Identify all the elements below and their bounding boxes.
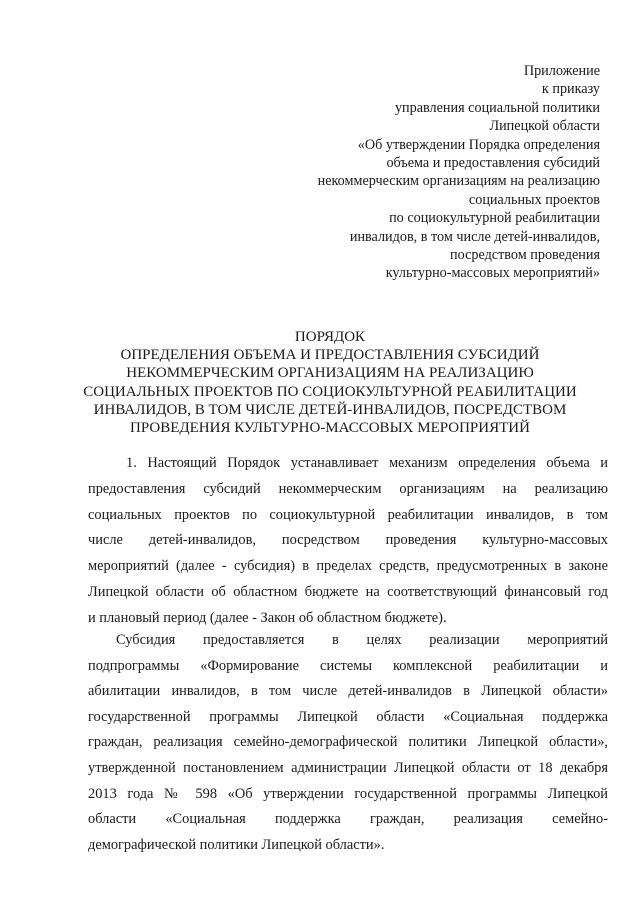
- paragraph-line: подпрограммы «Формирование системы комплексной реабилитации и: [88, 657, 608, 674]
- appendix-line: по социокультурной реабилитации: [389, 210, 600, 227]
- paragraph-line: 1. Настоящий Порядок устанавливает механизм определения объема и: [126, 455, 608, 471]
- appendix-header: [300, 62, 600, 283]
- appendix-line: Приложение: [523, 63, 600, 79]
- appendix-line: инвалидов, в том числе детей-инвалидов,: [349, 228, 600, 245]
- title-line: ОПРЕДЕЛЕНИЯ ОБЪЕМА И ПРЕДОСТАВЛЕНИЯ СУБСИДИЙ: [120, 347, 540, 364]
- appendix-line: социальных проектов: [468, 191, 600, 208]
- appendix-line: к приказу: [541, 81, 600, 98]
- appendix-line: культурно-массовых мероприятий»: [385, 265, 600, 282]
- paragraph-line: 2013 года № 598 «Об утверждении государственной программы Липецкой: [88, 785, 608, 802]
- appendix-line: «Об утверждении Порядка определения: [357, 136, 600, 153]
- appendix-line: управления социальной политики: [394, 99, 600, 116]
- paragraph-line: демографической политики Липецкой области».: [88, 836, 385, 853]
- appendix-line: некоммерческим организациям на реализацию: [317, 173, 600, 190]
- appendix-line: посредством проведения: [450, 247, 600, 264]
- appendix-line: объема и предоставления субсидий: [386, 155, 600, 172]
- title-line: ПРОВЕДЕНИЯ КУЛЬТУРНО-МАССОВЫХ МЕРОПРИЯТИЙ: [130, 420, 530, 437]
- paragraph-line: и плановый период (далее - Закон об областном бюджете).: [88, 609, 447, 626]
- paragraph-line: предоставления субсидий некоммерческим организациям на реализацию: [88, 480, 608, 497]
- title-line: НЕКОММЕРЧЕСКИМ ОРГАНИЗАЦИЯМ НА РЕАЛИЗАЦИЮ: [126, 365, 534, 382]
- paragraph-line: Липецкой области об областном бюджете на соответствующий финансовый год: [88, 583, 608, 600]
- paragraph-1: [88, 451, 608, 632]
- paragraph-2: [88, 628, 608, 858]
- paragraph-line: социальных проектов по социокультурной реабилитации инвалидов, в том: [88, 506, 608, 523]
- paragraph-line: граждан, реализация семейно-демографической политики Липецкой области»,: [88, 734, 608, 751]
- appendix-line: Липецкой области: [489, 118, 600, 135]
- paragraph-line: абилитации инвалидов, в том числе детей-инвалидов в Липецкой области»: [88, 683, 608, 700]
- title-line: СОЦИАЛЬНЫХ ПРОЕКТОВ ПО СОЦИОКУЛЬТУРНОЙ РЕАБИЛИТАЦИИ: [83, 383, 577, 400]
- paragraph-line: мероприятий (далее - субсидия) в пределах средств, предусмотренных в законе: [88, 558, 608, 575]
- paragraph-line: Субсидия предоставляется в целях реализации мероприятий: [116, 632, 608, 648]
- paragraph-line: утвержденной постановлением администрации Липецкой области от 18 декабря: [88, 759, 608, 776]
- title-line: ИНВАЛИДОВ, В ТОМ ЧИСЛЕ ДЕТЕЙ-ИНВАЛИДОВ, ПОСРЕДСТВОМ: [93, 401, 567, 418]
- paragraph-line: государственной программы Липецкой области «Социальная поддержка: [88, 708, 608, 725]
- title-line: ПОРЯДОК: [294, 329, 366, 345]
- document-title: [40, 328, 620, 437]
- paragraph-line: числе детей-инвалидов, посредством проведения культурно-массовых: [88, 532, 608, 549]
- paragraph-line: области «Социальная поддержка граждан, реализация семейно-: [88, 811, 608, 828]
